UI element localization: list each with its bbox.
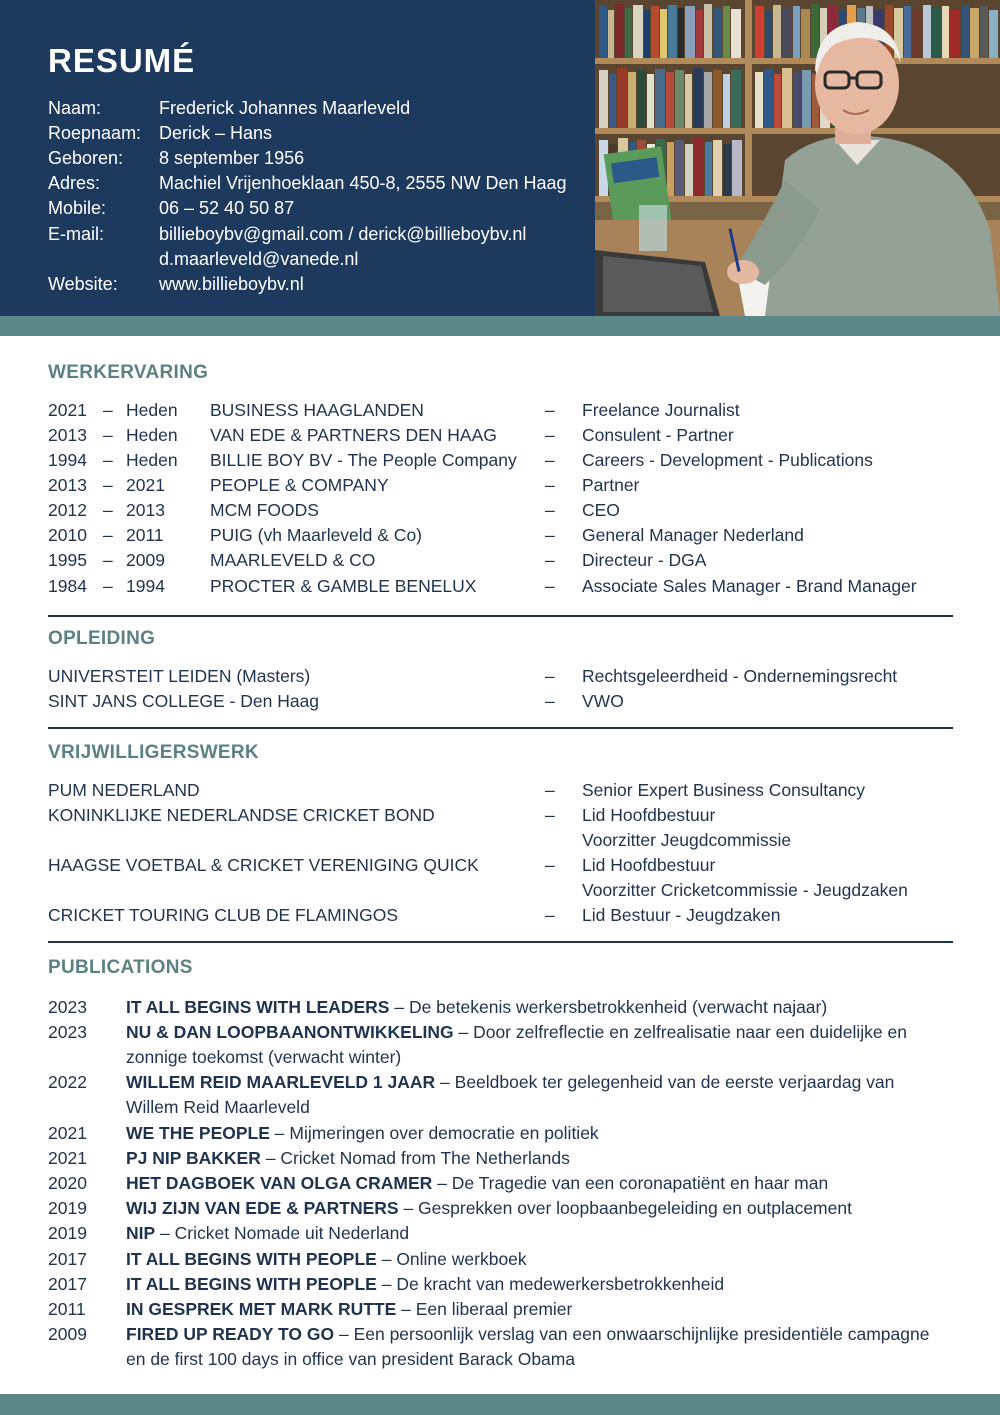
education-row [48,666,953,691]
work-row [48,450,953,475]
work-end-year: Heden [126,450,178,470]
work-end-year: 2009 [126,550,165,570]
work-separator: – [545,550,555,570]
publication-text [126,1272,946,1297]
education-row [48,691,953,716]
education-separator: – [545,691,555,711]
publication-description: – Mijmeringen over democratie en politiek [269,1123,599,1143]
portrait-illustration [595,0,1000,316]
publication-year: 2009 [48,1324,87,1344]
work-organization: BILLIE BOY BV - The People Company [210,450,517,470]
volunteer-role: Lid Bestuur - Jeugdzaken [582,905,781,925]
work-role: Directeur - DGA [582,550,707,570]
work-row [48,425,953,450]
work-row [48,475,953,500]
publication-title: WILLEM REID MAARLEVELD 1 JAAR [126,1072,436,1092]
publication-year: 2020 [48,1173,87,1193]
info-label: Website: [48,274,118,294]
volunteer-separator: – [545,855,555,875]
portrait-photo [595,0,1000,316]
publication-year: 2023 [48,997,87,1017]
publication-title: WIJ ZIJN VAN EDE & PARTNERS [126,1198,399,1218]
info-value: 8 september 1956 [159,148,305,168]
info-label: Adres: [48,173,101,193]
volunteer-organization: HAAGSE VOETBAL & CRICKET VERENIGING QUICK [48,855,479,875]
publication-title: IN GESPREK MET MARK RUTTE [126,1299,397,1319]
work-separator: – [545,450,555,470]
publication-description: – Een persoonlijk verslag van een onwaarschijnlijke presidentiële campagne en de first 100 days in office van president Barack Obama [126,1324,930,1369]
volunteer-row-continued [48,880,953,905]
work-role: Associate Sales Manager - Brand Manager [582,576,917,596]
section-divider [48,727,953,729]
info-label: Geboren: [48,148,124,168]
education-program: Rechtsgeleerdheid - Ondernemingsrecht [582,666,898,686]
publication-year: 2019 [48,1223,87,1243]
work-organization: MCM FOODS [210,500,319,520]
work-organization: PUIG (vh Maarleveld & Co) [210,525,423,545]
work-end-year: 2013 [126,500,165,520]
work-row [48,525,953,550]
education-institution: UNIVERSTEIT LEIDEN (Masters) [48,666,311,686]
work-dash: – [103,425,113,445]
publication-title: PJ NIP BAKKER [126,1148,261,1168]
publication-text [126,995,946,1020]
volunteer-row [48,905,953,930]
publication-title: IT ALL BEGINS WITH PEOPLE [126,1274,377,1294]
publication-text [126,1221,946,1246]
publication-title: NIP [126,1223,156,1243]
email-link[interactable]: d.maarleveld@vanede.nl [159,249,359,269]
publication-text [126,1146,946,1171]
work-end-year: 2021 [126,475,165,495]
work-start-year: 2013 [48,425,87,445]
volunteer-organization: CRICKET TOURING CLUB DE FLAMINGOS [48,905,399,925]
volunteer-row [48,805,953,830]
email-link[interactable]: billieboybv@gmail.com / derick@billieboybv.nl [159,224,527,244]
publication-year: 2011 [48,1299,86,1319]
info-label: Naam: [48,98,102,118]
work-start-year: 1994 [48,450,87,470]
work-organization: VAN EDE & PARTNERS DEN HAAG [210,425,497,445]
publication-description: – De Tragedie van een coronapatiënt en haar man [432,1173,829,1193]
info-label: E-mail: [48,224,105,244]
volunteer-role: Lid Hoofdbestuur [582,855,716,875]
info-label: Mobile: [48,198,107,218]
section-heading-publications: PUBLICATIONS [48,957,193,978]
info-value: Machiel Vrijenhoeklaan 450-8, 2555 NW Den Haag [159,173,567,193]
education-program: VWO [582,691,624,711]
work-row [48,400,953,425]
volunteer-organization: PUM NEDERLAND [48,780,200,800]
publication-year: 2021 [48,1123,87,1143]
publication-description: – Een liberaal premier [396,1299,573,1319]
work-start-year: 2012 [48,500,87,520]
publication-text [126,1121,946,1146]
publication-year: 2022 [48,1072,87,1092]
work-role: Freelance Journalist [582,400,740,420]
volunteer-separator: – [545,905,555,925]
section-heading-werkervaring: WERKERVARING [48,362,209,383]
work-end-year: 1994 [126,576,165,596]
work-role: CEO [582,500,620,520]
volunteer-row [48,780,953,805]
publication-description: – De betekenis werkersbetrokkenheid (verwacht najaar) [389,997,828,1017]
volunteer-row [48,855,953,880]
work-role: Consulent - Partner [582,425,734,445]
info-value: Frederick Johannes Maarleveld [159,98,411,118]
publication-text [126,1297,946,1322]
publication-description: – Gesprekken over loopbaanbegeleiding en outplacement [398,1198,852,1218]
work-start-year: 2013 [48,475,87,495]
work-end-year: Heden [126,400,178,420]
work-separator: – [545,425,555,445]
work-separator: – [545,525,555,545]
work-row [48,550,953,575]
publication-title: NU & DAN LOOPBAANONTWIKKELING [126,1022,454,1042]
publication-description: – Cricket Nomad from The Netherlands [260,1148,570,1168]
publication-text [126,1196,946,1221]
publication-year: 2019 [48,1198,87,1218]
work-organization: PEOPLE & COMPANY [210,475,389,495]
work-end-year: Heden [126,425,178,445]
info-label: Roepnaam: [48,123,142,143]
publication-text [126,1171,946,1196]
section-heading-opleiding: OPLEIDING [48,628,156,649]
work-row [48,500,953,525]
publication-title: IT ALL BEGINS WITH PEOPLE [126,1249,377,1269]
work-role: Careers - Development - Publications [582,450,873,470]
publication-title: WE THE PEOPLE [126,1123,270,1143]
work-start-year: 2010 [48,525,87,545]
work-dash: – [103,550,113,570]
section-divider [48,941,953,943]
publication-text [126,1070,946,1120]
publication-text [126,1247,946,1272]
publication-title: IT ALL BEGINS WITH LEADERS [126,997,390,1017]
volunteer-role: Senior Expert Business Consultancy [582,780,866,800]
publication-year: 2017 [48,1274,87,1294]
volunteer-separator: – [545,780,555,800]
volunteer-role: Voorzitter Cricketcommissie - Jeugdzaken [582,880,908,900]
work-separator: – [545,500,555,520]
work-separator: – [545,475,555,495]
work-separator: – [545,576,555,596]
publication-description: – De kracht van medewerkersbetrokkenheid [376,1274,725,1294]
info-value: Derick – Hans [159,123,273,143]
resume-title: RESUMÉ [48,42,196,79]
volunteer-role: Lid Hoofdbestuur [582,805,716,825]
education-separator: – [545,666,555,686]
website-link[interactable]: www.billieboybv.nl [159,274,304,294]
work-dash: – [103,525,113,545]
work-dash: – [103,450,113,470]
publication-description: – Beeldboek ter gelegenheid van de eerste verjaardag van Willem Reid Maarleveld [126,1072,895,1117]
volunteer-separator: – [545,805,555,825]
education-institution: SINT JANS COLLEGE - Den Haag [48,691,320,711]
work-start-year: 1995 [48,550,87,570]
work-organization: PROCTER & GAMBLE BENELUX [210,576,477,596]
publication-text [126,1322,946,1372]
work-start-year: 1984 [48,576,87,596]
work-row [48,576,953,601]
work-end-year: 2011 [126,525,164,545]
volunteer-organization: KONINKLIJKE NEDERLANDSE CRICKET BOND [48,805,435,825]
publication-description: – Door zelfreflectie en zelfrealisatie naar een duidelijke en zonnige toekomst (verwacht winter) [126,1022,907,1067]
volunteer-row-continued [48,830,953,855]
volunteer-role: Voorzitter Jeugdcommissie [582,830,792,850]
footer-accent-band [0,1394,1000,1415]
section-heading-vrijwilligerswerk: VRIJWILLIGERSWERK [48,742,259,763]
publication-description: – Online werkboek [376,1249,527,1269]
work-dash: – [103,475,113,495]
publication-description: – Cricket Nomade uit Nederland [155,1223,410,1243]
work-dash: – [103,500,113,520]
info-value: 06 – 52 40 50 87 [159,198,295,218]
work-organization: MAARLEVELD & CO [210,550,376,570]
work-organization: BUSINESS HAAGLANDEN [210,400,424,420]
publication-title: HET DAGBOEK VAN OLGA CRAMER [126,1173,433,1193]
work-separator: – [545,400,555,420]
publication-year: 2023 [48,1022,87,1042]
work-dash: – [103,400,113,420]
publication-text [126,1020,946,1070]
work-role: General Manager Nederland [582,525,804,545]
work-start-year: 2021 [48,400,87,420]
header-accent-band [0,316,1000,336]
section-divider [48,615,953,617]
publication-title: FIRED UP READY TO GO [126,1324,335,1344]
publication-year: 2017 [48,1249,87,1269]
work-dash: – [103,576,113,596]
publication-year: 2021 [48,1148,87,1168]
work-role: Partner [582,475,640,495]
